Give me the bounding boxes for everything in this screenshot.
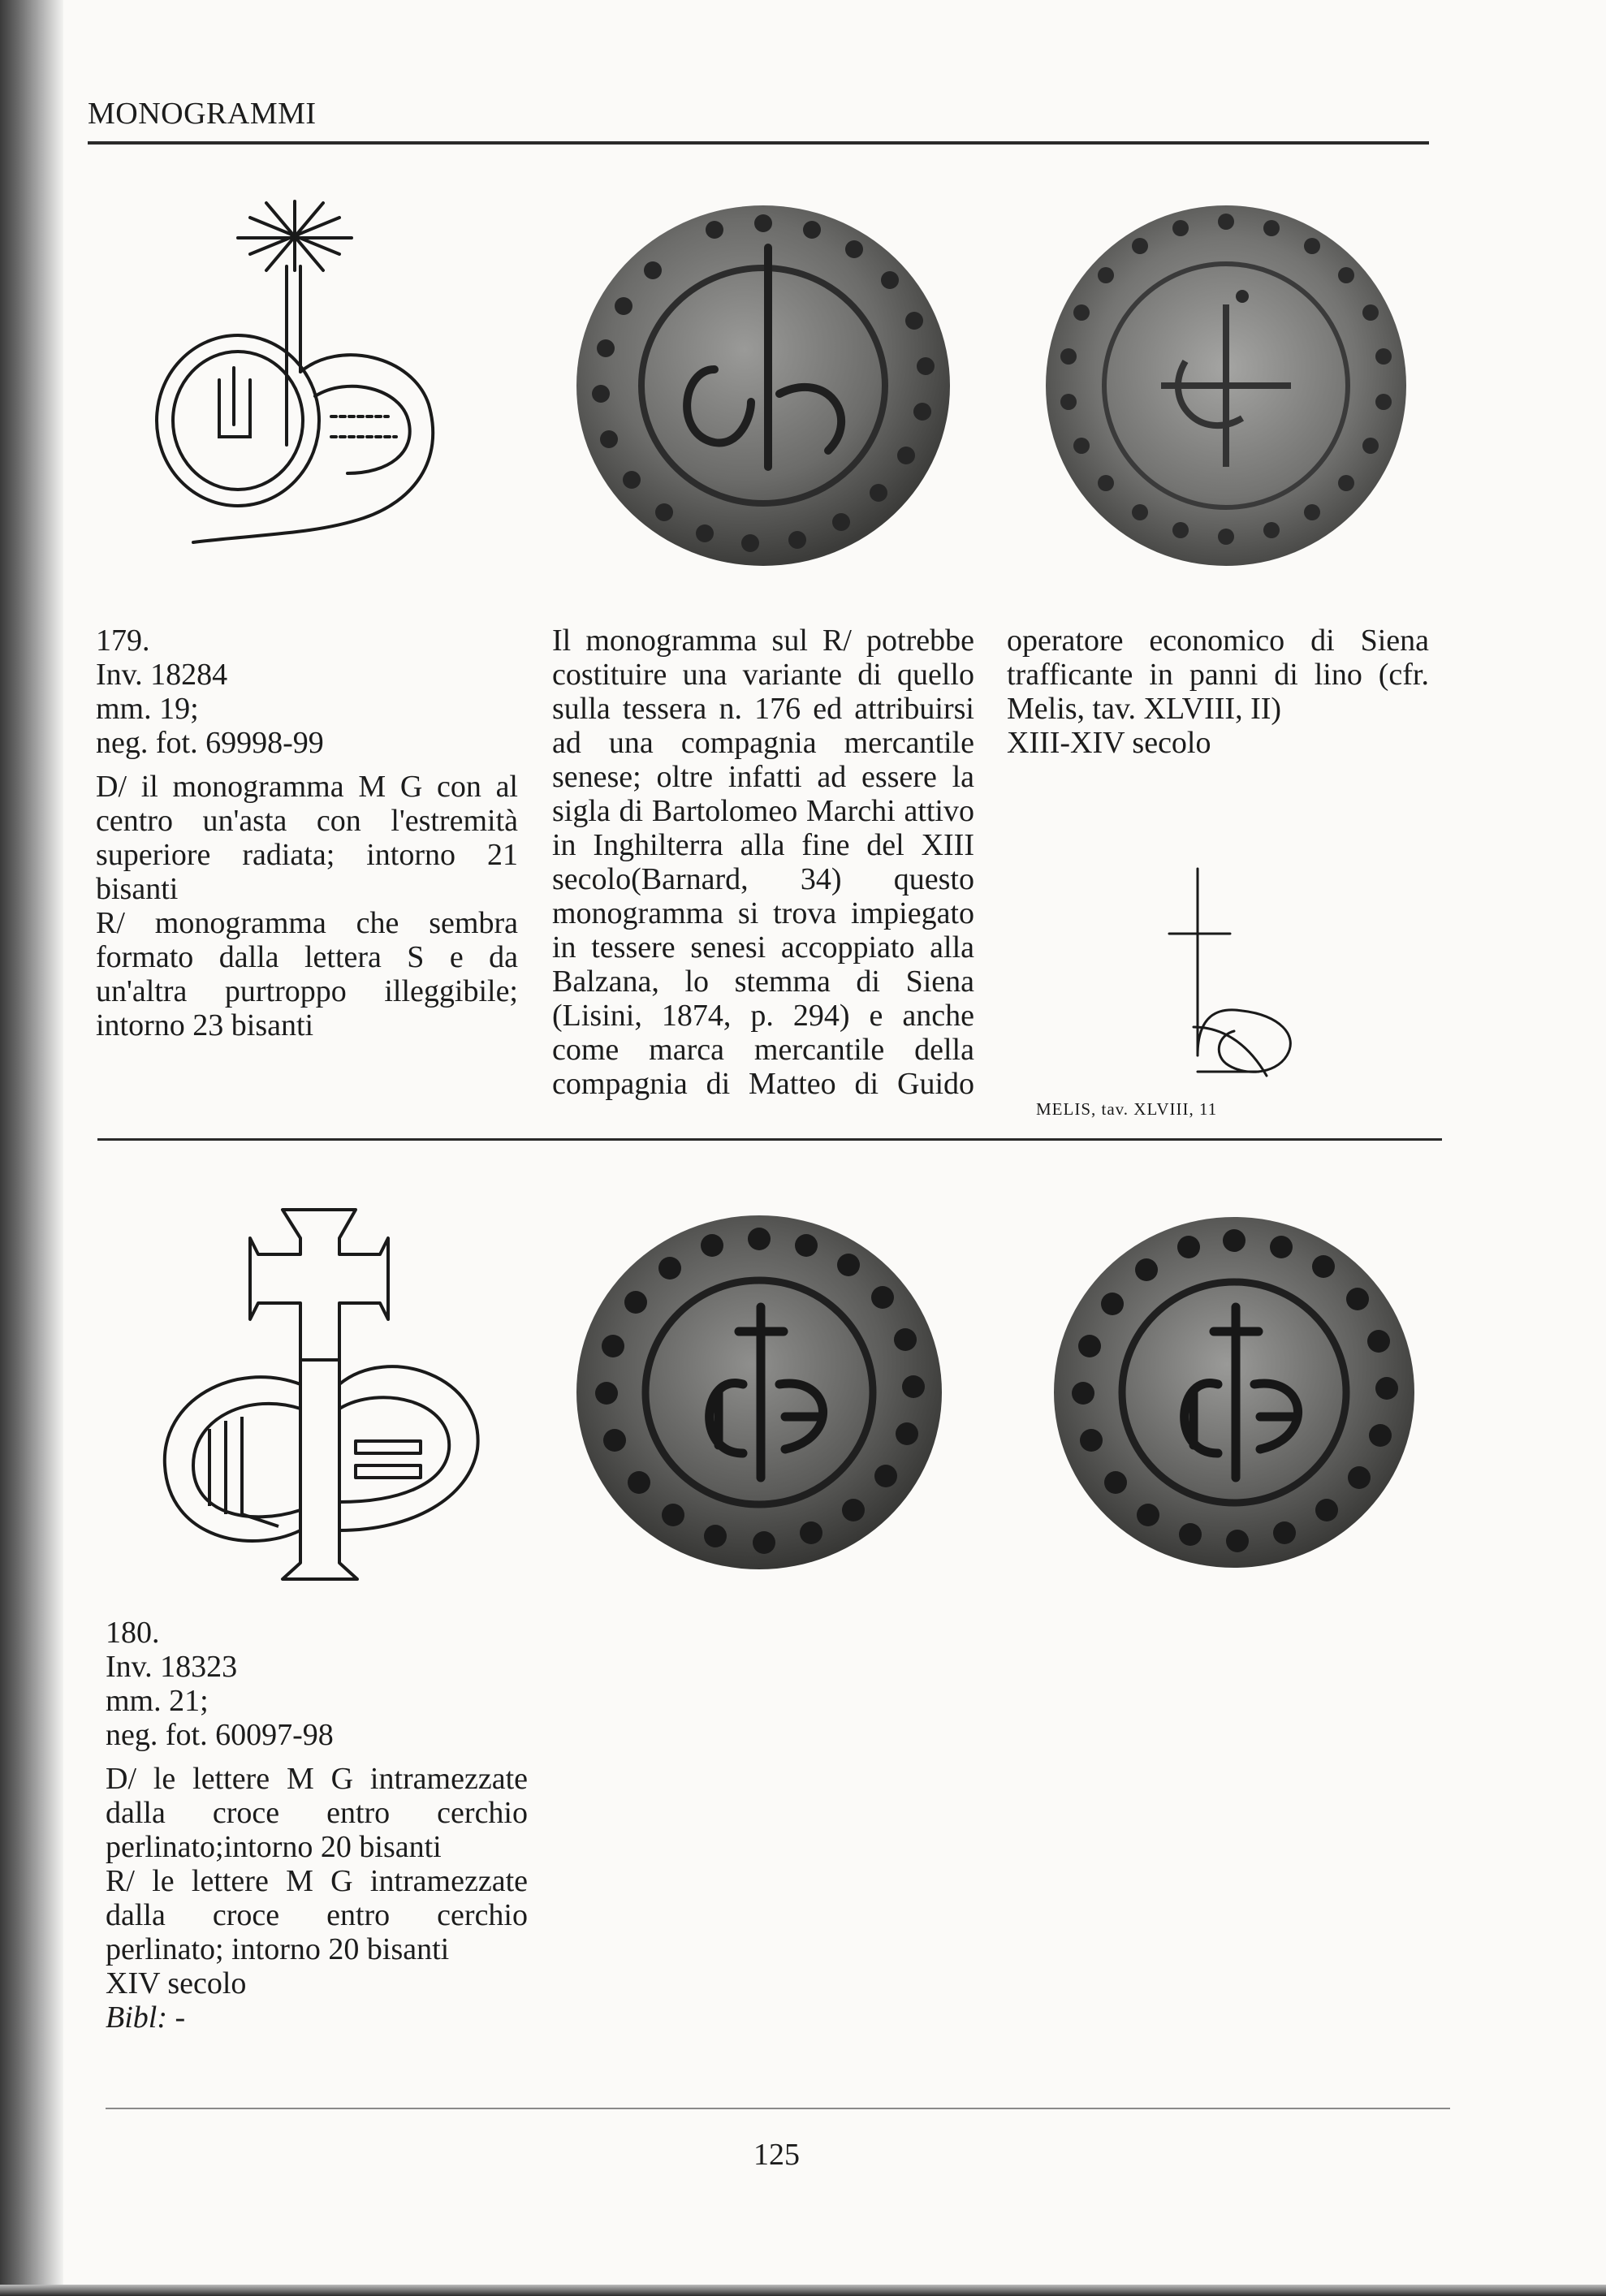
- monogram-179-drawing: [145, 193, 486, 575]
- coin-180-obverse: [572, 1210, 946, 1575]
- entry-180-century: XIV secolo: [106, 1966, 247, 2000]
- header-rule: [88, 141, 1429, 145]
- entry-180-mm: mm. 21;: [106, 1684, 209, 1718]
- page-bottom-edge: [0, 2285, 1606, 2296]
- coin-179-reverse: [1039, 199, 1413, 572]
- melis-caption: MELIS, tav. XLVIII, 11: [1036, 1099, 1218, 1119]
- entry-180-inv: Inv. 18323: [106, 1650, 238, 1684]
- page-binding-shadow: [0, 0, 63, 2296]
- entry-179-reverse: R/ monogramma che sembra formato dalla lettera S e da un'altra purtroppo illeggibile; intorno 23 bisanti: [96, 906, 518, 1042]
- entry-180-number: 180.: [106, 1616, 160, 1650]
- entry-180-neg: neg. fot. 60097-98: [106, 1718, 334, 1752]
- section-rule: [97, 1138, 1442, 1141]
- entry-180-obverse: D/ le lettere M G intramezzate dalla croce entro cerchio perlinato;intorno 20 bisanti: [106, 1762, 528, 1864]
- page-number: 125: [753, 2138, 800, 2172]
- entry-180-details: [106, 1616, 528, 2035]
- footer-rule: [106, 2108, 1450, 2109]
- entry-179-details: [96, 624, 518, 1042]
- entry-179-century: XIII-XIV secolo: [1007, 726, 1211, 760]
- entry-179-mm: mm. 19;: [96, 692, 199, 726]
- entry-179-inv: Inv. 18284: [96, 658, 228, 692]
- coin-179-obverse: [568, 199, 958, 572]
- melis-mark-drawing: [1129, 869, 1315, 1088]
- entry-179-number: 179.: [96, 624, 150, 658]
- running-header: MONOGRAMMI: [88, 97, 317, 131]
- entry-180-bibl: Bibl: -: [106, 2000, 186, 2035]
- coin-180-reverse: [1047, 1210, 1421, 1575]
- entry-180-reverse: R/ le lettere M G intramezzate dalla croce entro cerchio perlinato; intorno 20 bisanti: [106, 1864, 528, 1966]
- monogram-180-drawing: [145, 1206, 502, 1587]
- entry-179-commentary-text: Il monogramma sul R/ potrebbe costituire una variante di quello sulla tessera n. 176 ed attribuirsi ad una compagnia mercantile senese; oltre infatti ad essere la sigla di Bartolomeo Marchi attivo in Inghilterra alla fine del XIII secolo(Barnard, 34) questo monogramma si trova impiegato in tessere senesi accoppiato alla Balzana, lo stemma di Siena (Lisini, 1874, p. 294) e anche come marca mercantile della compagnia di Matteo di Guido operatore economico di Siena trafficante in panni di lino (cfr. Melis, tav. XLVIII, II): [552, 624, 1429, 1101]
- entry-179-neg: neg. fot. 69998-99: [96, 726, 324, 760]
- entry-179-obverse: D/ il monogramma M G con al centro un'asta con l'estremità superiore radiata; intorno 21 bisanti: [96, 770, 518, 906]
